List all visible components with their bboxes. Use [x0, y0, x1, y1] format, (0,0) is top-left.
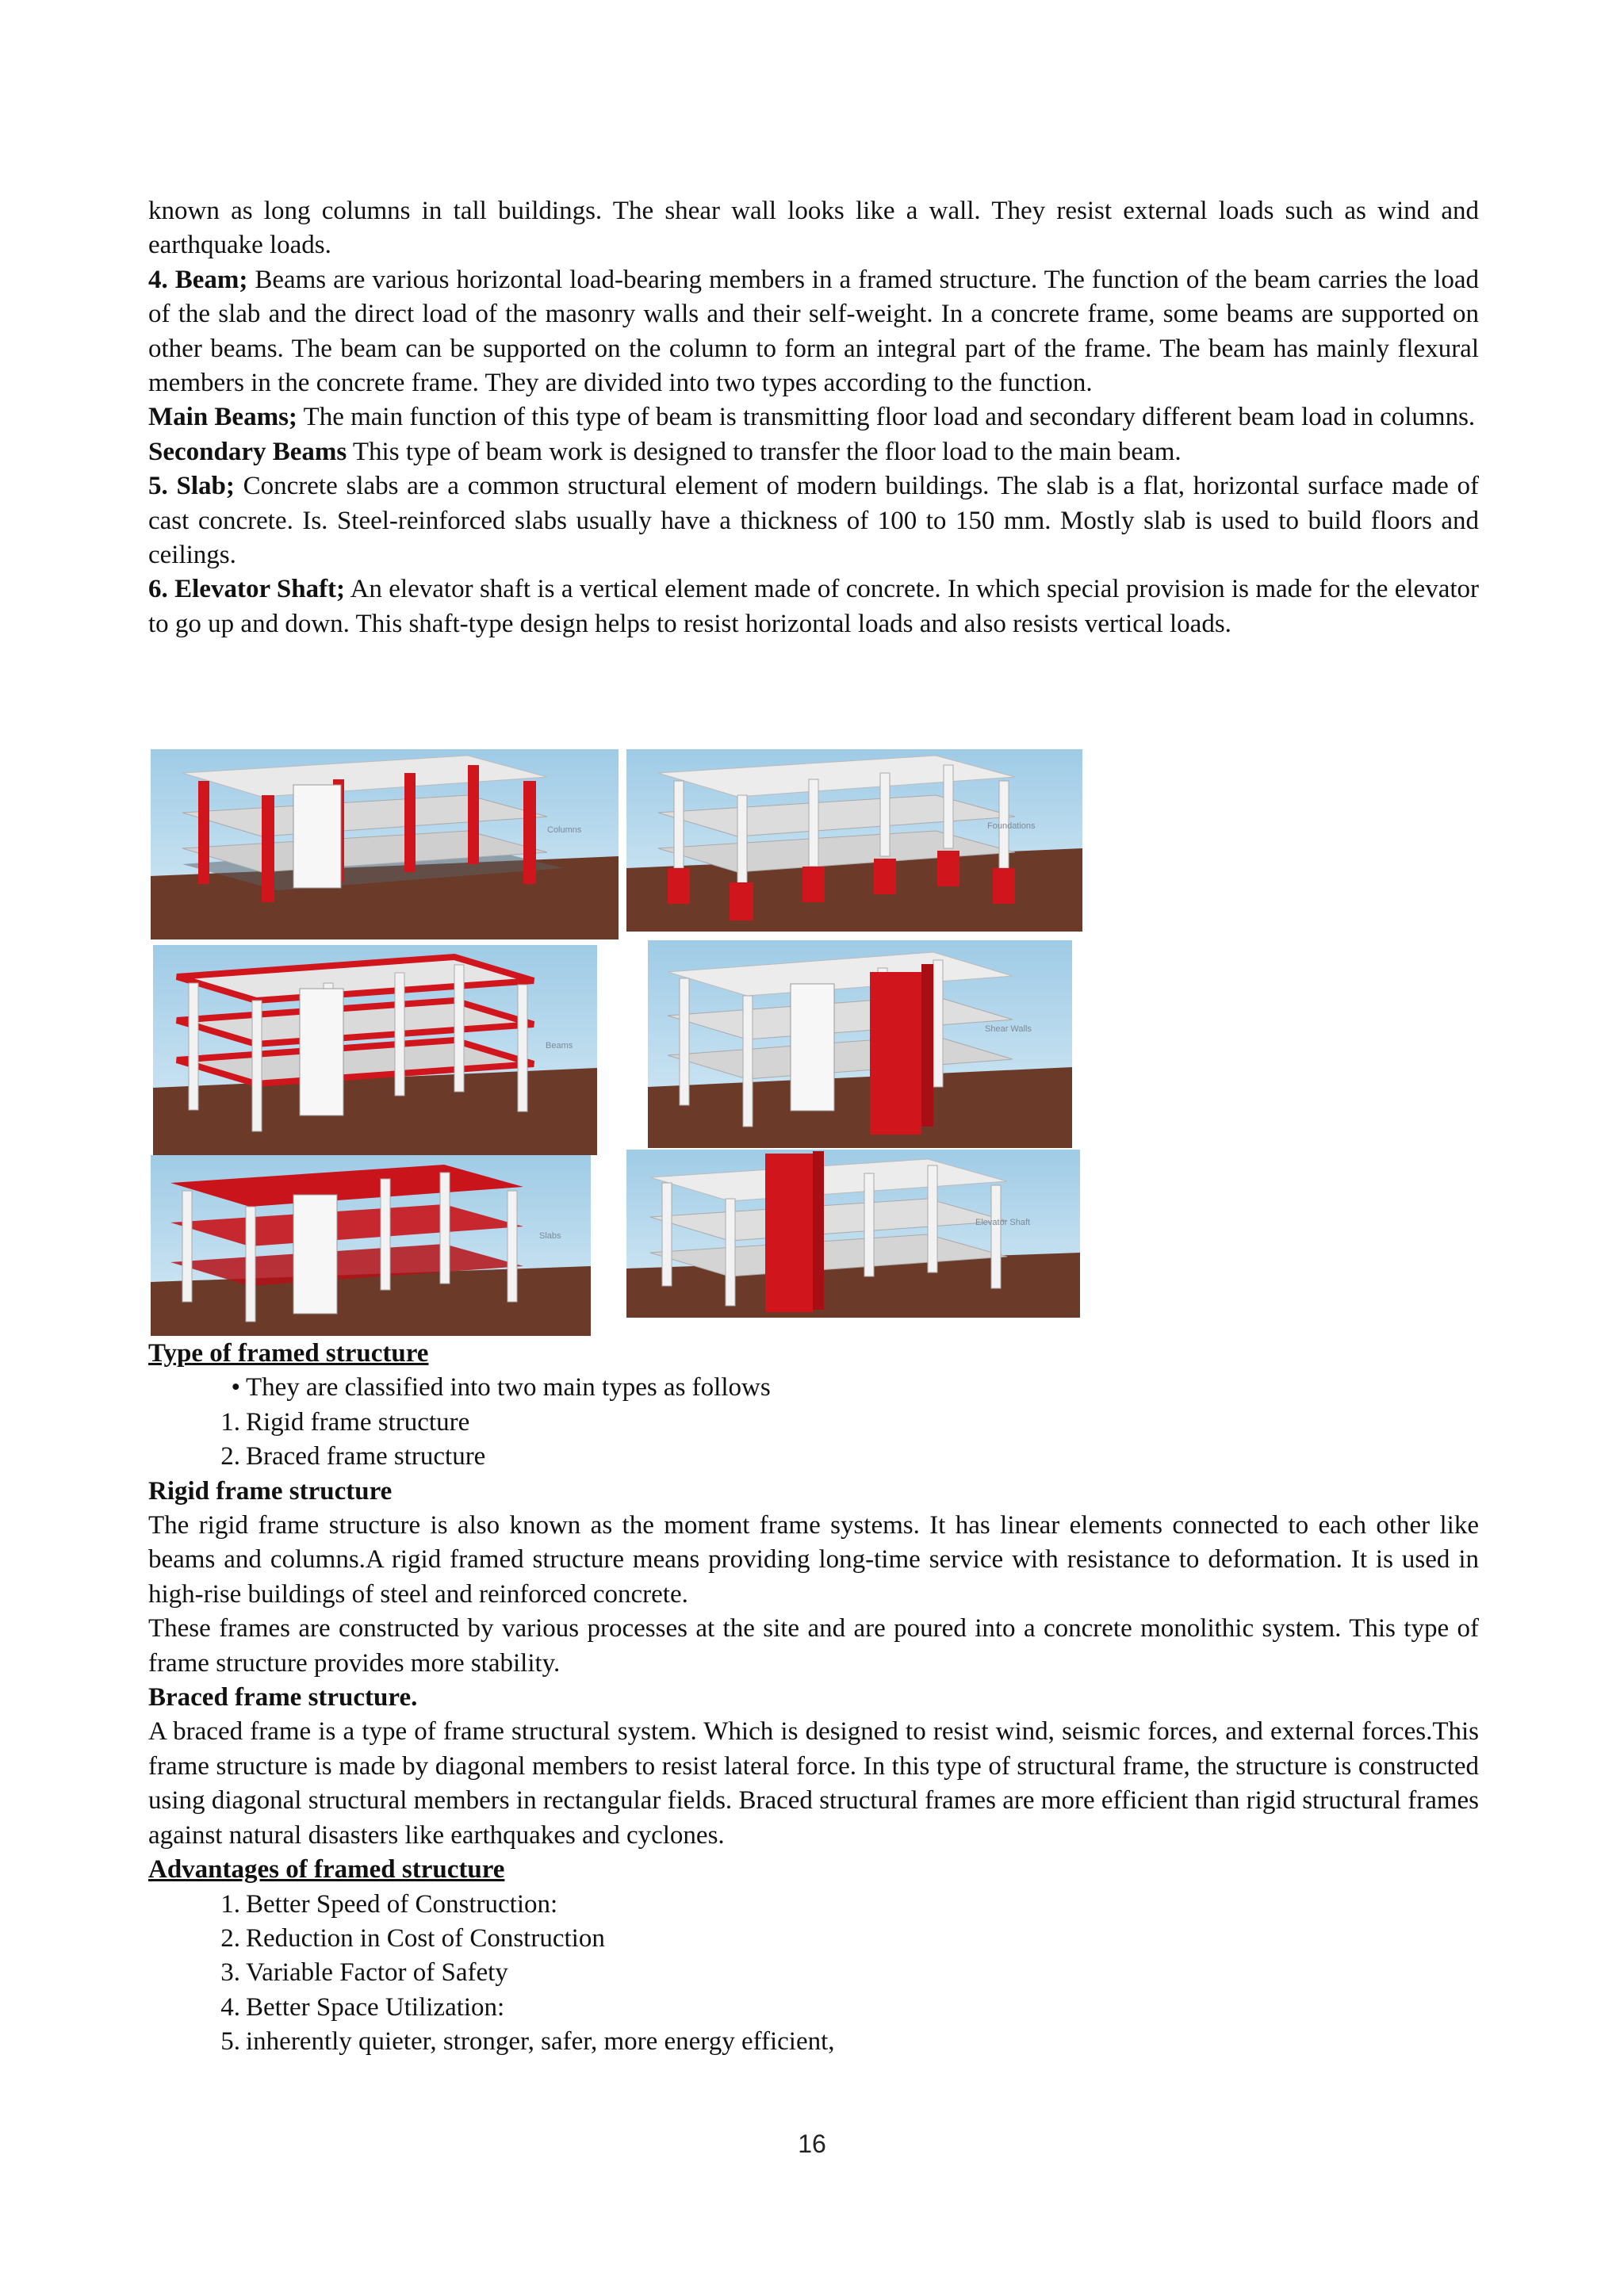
figure-shear-walls: [648, 940, 1072, 1148]
list-item: 1. Better Speed of Construction:: [220, 1889, 558, 1919]
figure-columns: [151, 749, 619, 939]
figure-foundations: [626, 749, 1082, 932]
page-number: 16: [798, 2130, 826, 2158]
paragraph-beam: 4. Beam; Beams are various horizontal load-bearing members in a framed structure. The function of the beam carries the load of the slab and the direct load of the masonry walls and their self-weight. In a concrete frame, some beams are supported on other beams. The beam can be supported on the column to form an integral part of the frame. The beam has mainly flexural members in the concrete frame. They are divided into two types according to the function.: [148, 265, 1479, 398]
list-item: 2. Reduction in Cost of Construction: [220, 1923, 605, 1953]
building-illustration-slabs: [151, 1155, 591, 1336]
list-item: 2. Braced frame structure: [220, 1442, 486, 1471]
paragraph-shear-wall-continuation: known as long columns in tall buildings. The shear wall looks like a wall. They resist external loads such as wind and earthquake loads.: [148, 197, 1479, 260]
paragraph-secondary-beams: Secondary Beams This type of beam work is designed to transfer the floor load to the main beam.: [148, 437, 1182, 466]
building-illustration-shear-walls: [648, 940, 1072, 1148]
list-item: 4. Better Space Utilization:: [220, 1992, 505, 2022]
list-item: 1. Rigid frame structure: [220, 1407, 470, 1437]
section-heading-rigid: Rigid frame structure: [148, 1476, 393, 1506]
elevator-shaft-label: 6. Elevator Shaft;: [148, 575, 346, 604]
building-illustration-beams: [153, 945, 597, 1155]
list-item: 5. inherently quieter, stronger, safer, more energy efficient,: [220, 2027, 835, 2057]
section-heading-advantages: Advantages of framed structure: [148, 1855, 505, 1885]
figure-caption: Shear Walls: [985, 1024, 1032, 1034]
paragraph-rigid-2: These frames are constructed by various processes at the site and are poured into a concrete monolithic system. This type of frame structure provides more stability.: [148, 1614, 1479, 1678]
building-illustration-elevator-shaft: [626, 1150, 1080, 1318]
top-text-block: [148, 194, 1479, 641]
paragraph-slab: 5. Slab; Concrete slabs are a common structural element of modern buildings. The slab is a flat, horizontal surface made of cast concrete. Is. Steel-reinforced slabs usually have a thickness of 100 to 150 mm. Mostly slab is used to build floors and ceilings.: [148, 472, 1479, 570]
building-illustration-foundations: [626, 749, 1082, 932]
figure-caption: Slabs: [539, 1231, 561, 1241]
paragraph-main-beams: Main Beams; The main function of this type of beam is transmitting floor load and secondary different beam load in columns.: [148, 403, 1476, 432]
paragraph-rigid-1: The rigid frame structure is also known as the moment frame systems. It has linear elements connected to each other like beams and columns.A rigid framed structure means providing long-time service with resistance to deformation. It is used in high-rise buildings of steel and reinforced concrete.: [148, 1511, 1479, 1609]
bottom-text-block: [148, 1337, 1479, 2060]
main-beams-label: Main Beams;: [148, 403, 297, 432]
figure-elevator-shaft: [626, 1150, 1080, 1318]
secondary-beams-label: Secondary Beams: [148, 437, 347, 466]
figure-beams: [153, 945, 597, 1155]
paragraph-braced: A braced frame is a type of frame structural system. Which is designed to resist wind, seismic forces, and external forces.This frame structure is made by diagonal members to resist lateral force. In this type of structural frame, the structure is constructed using diagonal structural members in rectangular fields. Braced structural frames are more efficient than rigid structural frames against natural disasters like earthquakes and cyclones.: [148, 1717, 1479, 1850]
figure-caption: Foundations: [987, 821, 1036, 831]
advantages-list: [148, 1888, 1479, 2060]
beam-label: 4. Beam;: [148, 265, 248, 294]
figure-slabs: [151, 1155, 591, 1336]
types-list: [148, 1371, 1479, 1474]
figure-caption: Beams: [546, 1041, 573, 1050]
figure-caption: Columns: [547, 825, 582, 835]
section-heading-braced: Braced frame structure.: [148, 1683, 418, 1712]
list-item: • They are classified into two main types as follows: [231, 1373, 771, 1402]
slab-label: 5. Slab;: [148, 472, 235, 501]
paragraph-elevator-shaft: 6. Elevator Shaft; An elevator shaft is a vertical element made of concrete. In which special provision is made for the elevator to go up and down. This shaft-type design helps to resist horizontal loads and also resists vertical loads.: [148, 575, 1480, 638]
building-illustration-columns: [151, 749, 619, 939]
section-heading-types: Type of framed structure: [148, 1339, 429, 1368]
list-item: 3. Variable Factor of Safety: [220, 1958, 508, 1988]
figure-caption: Elevator Shaft: [975, 1218, 1031, 1227]
